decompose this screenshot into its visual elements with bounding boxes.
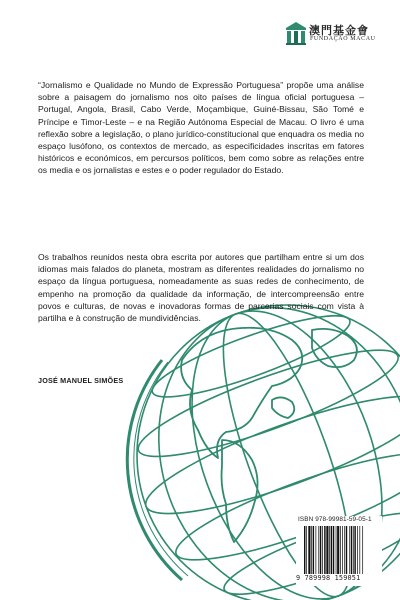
- synopsis-paragraph-2: Os trabalhos reunidos nesta obra escrita por autores que partilham entre si um dos idiomas mais falados do planeta, mostram as diferentes realidades do jornalismo no espaço da língua portuguesa, nomeadamente as suas redes de conhecimento, de empenho na promoção da qualidade da informação, de intercompreensão entre povos e culturas, de novas e inovadoras formas de parcerias sociais com vista à partilha e à construção de mundividências.: [38, 252, 364, 324]
- logo-chinese-name: 澳門基金會: [309, 24, 369, 37]
- fundacao-macau-logo: [285, 21, 385, 47]
- isbn-barcode: [296, 516, 382, 586]
- isbn-label: ISBN 978-99981-59-05-1: [298, 516, 372, 523]
- building-arch-icon: [285, 21, 307, 45]
- author-name: JOSÉ MANUEL SIMÕES: [38, 376, 124, 385]
- barcode-digits: 9 789998 159051: [296, 574, 361, 582]
- barcode-bars: [304, 526, 380, 574]
- synopsis-paragraph-1: “Jornalismo e Qualidade no Mundo de Expressão Portuguesa” propõe uma análise sobre a paisagem do jornalismo nos oito países de língua oficial portuguesa – Portugal, Angola, Brasil, Cabo Verde, Moçambique, Guiné-Bissau, São Tomé e Príncipe e Timor-Leste – e na Região Autónoma Especial de Macau. O livro é uma reflexão sobre a legislação, o plano jurídico-constitucional que enquadra os media no espaço lusófono, os contextos de mercado, as especificidades inscritas em fatores históricos e económicos, em percursos políticos, bem como sobre as relações entre os media e os jornalistas e estes e o poder regulador do Estado.: [38, 80, 364, 176]
- logo-portuguese-name: FUNDAÇÃO MACAU: [310, 36, 376, 42]
